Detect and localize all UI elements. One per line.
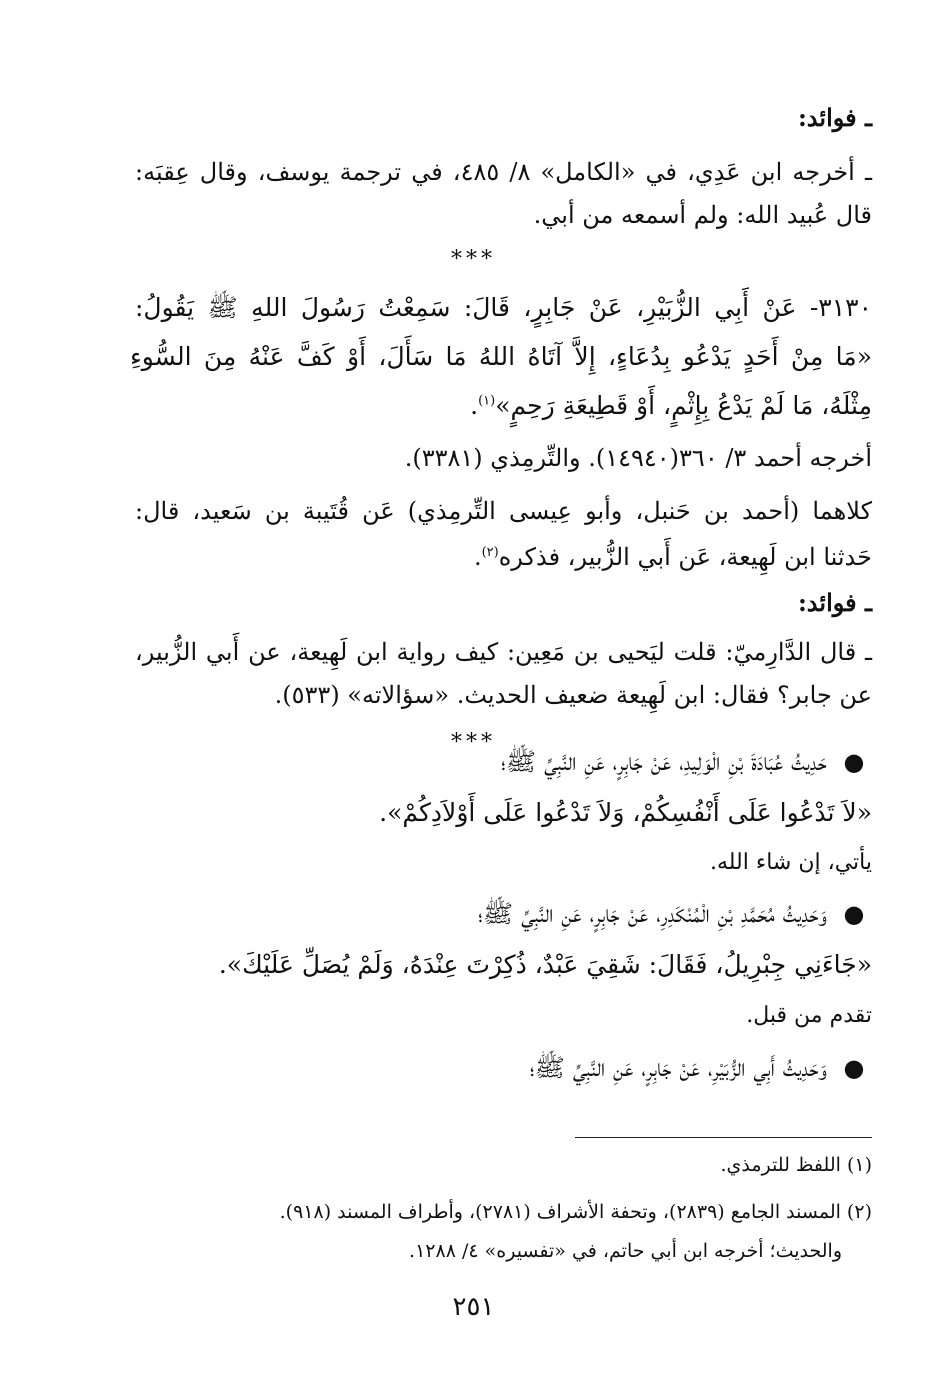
- section-separator: ***: [451, 730, 496, 755]
- section-heading-benefits: ـ فوائد:: [797, 588, 872, 617]
- bullet-hadith-text: «جَاءَنِي جِبْرِيلُ، فَقَالَ: شَقِيَ عَبْدٌ، ذُكِرْتَ عِنْدَهُ، وَلَمْ يُصَلِّ عَلَيْكَ».: [218, 950, 872, 979]
- footnote-2: (٢) المسند الجامع (٢٨٣٩)، وتحفة الأشراف (٢٧٨١)، وأطراف المسند (٩١٨).: [279, 1201, 872, 1223]
- page-number: ٢٥١: [452, 1292, 495, 1322]
- footnote-2-continued: والحديث؛ أخرجه ابن أبي حاتم، في «تفسيره» ٤/ ١٢٨٨.: [409, 1240, 842, 1262]
- paragraph-line: ـ قال الدَّارِميّ: قلت ليَحيى بن مَعِين: كيف رواية ابن لَهِيعة، عن أَبي الزُّبير،: [135, 638, 872, 666]
- section-heading-benefits: ـ فوائد:: [797, 103, 872, 132]
- text: حَدثنا ابن لَهِيعة، عَن أَبي الزُّبير، فذكره: [498, 543, 872, 571]
- takhrij-line: أخرجه أحمد ٣/ ٣٦٠(١٤٩٤٠). والتِّرمِذي (٣٣٨١).: [404, 444, 872, 472]
- hadith-period: .: [470, 391, 479, 420]
- hadith-3130-matn-end: [135, 386, 872, 426]
- paragraph-line: كلاهما (أحمد بن حَنبل، وأبو عِيسى التِّرمِذي) عَن قُتَيبة بن سَعيد، قال:: [135, 497, 872, 525]
- bullet-hadith-title: وَحَدِيثُ أَبِي الزُّبَيْرِ، عَنْ جَابِرٍ، عَنِ النَّبِيِّ ﷺ؛: [529, 1053, 827, 1082]
- bullet-note: تقدم من قبل.: [746, 1003, 872, 1028]
- hadith-text: مِثْلَهُ، مَا لَمْ يَدْعُ بِإِثْمٍ، أَوْ قَطِيعَةِ رَحِمٍ»: [495, 391, 872, 420]
- footnote-1: (١) اللفظ للترمذي.: [720, 1154, 872, 1176]
- footnote-ref-2: (٢): [481, 545, 499, 560]
- paragraph-line: ـ أخرجه ابن عَدِي، في «الكامل» ٨/ ٤٨٥، في ترجمة يوسف، وقال عِقبَه:: [135, 158, 872, 186]
- bullet-icon: ●: [843, 748, 865, 776]
- hadith-3130-isnad: ٣١٣٠- عَنْ أَبِي الزُّبَيْرِ، عَنْ جَابِرٍ، قَالَ: سَمِعْتُ رَسُولَ اللهِ ﷺ يَقُولُ:: [135, 293, 872, 322]
- footnote-divider: [575, 1137, 872, 1138]
- section-separator: ***: [451, 247, 496, 272]
- bullet-hadith-title: حَدِيثُ عُبَادَةَ بْنِ الْوَلِيدِ، عَنْ جَابِرٍ، عَنِ النَّبِيِّ ﷺ؛: [500, 747, 827, 776]
- footnote-ref-1: (١): [478, 393, 496, 409]
- paragraph-line: [135, 537, 872, 577]
- bullet-hadith-title: وَحَدِيثُ مُحَمَّدِ بْنِ الْمُنْكَدِرِ، عَنْ جَابِرٍ، عَنِ النَّبِيِّ ﷺ؛: [477, 899, 827, 928]
- bullet-note: يأتي، إن شاء الله.: [709, 850, 872, 875]
- text-period: .: [473, 543, 482, 571]
- bullet-icon: ●: [843, 900, 865, 928]
- paragraph-line: قال عُبيد الله: ولم أسمعه من أبي.: [533, 201, 872, 229]
- bullet-icon: ●: [843, 1054, 865, 1082]
- hadith-3130-matn: «مَا مِنْ أَحَدٍ يَدْعُو بِدُعَاءٍ، إِلاَّ آتَاهُ اللهُ مَا سَأَلَ، أَوْ كَفَّ عَنْهُ مِنَ السُّوءِ: [130, 342, 872, 371]
- paragraph-line: عن جابر؟ فقال: ابن لَهِيعة ضعيف الحديث. «سؤالاته» (٥٣٣).: [274, 681, 872, 709]
- bullet-hadith-text: «لاَ تَدْعُوا عَلَى أَنْفُسِكُمْ، وَلاَ تَدْعُوا عَلَى أَوْلاَدِكُمْ».: [379, 798, 872, 827]
